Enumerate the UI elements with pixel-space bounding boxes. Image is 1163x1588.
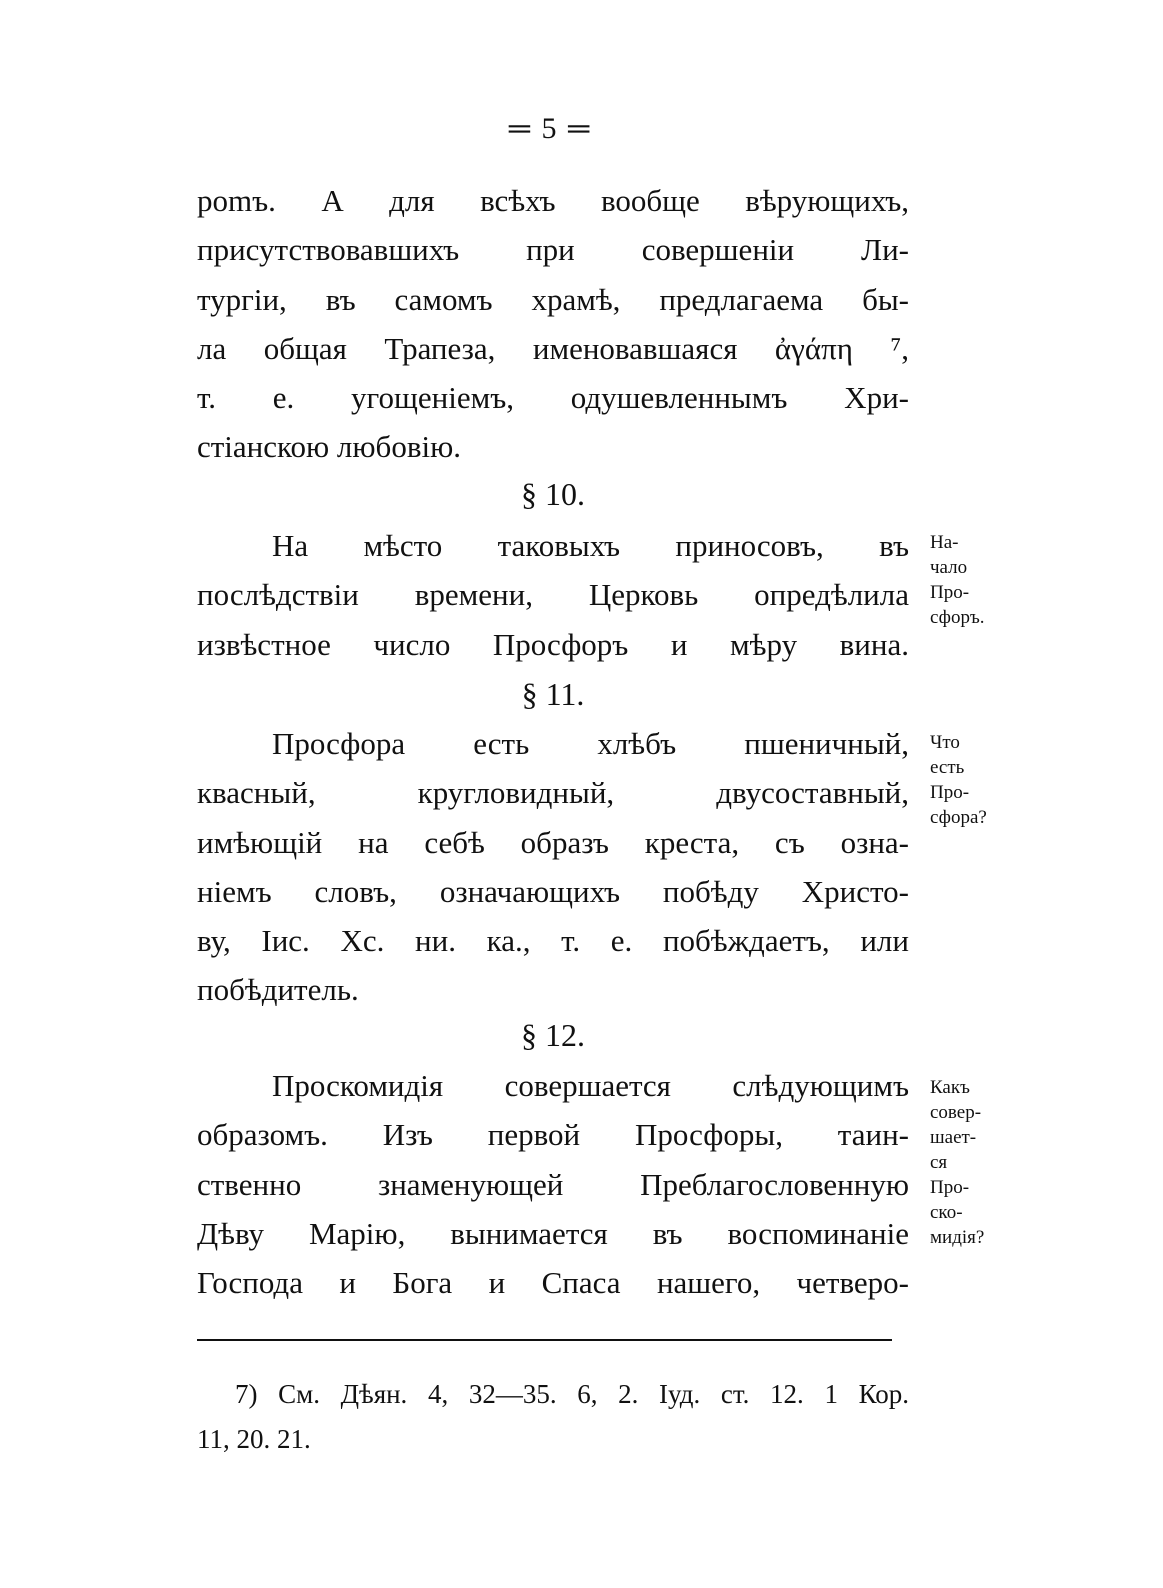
text-line: тургiи, въ самомъ храмѣ, предлагаема бы- bbox=[197, 281, 909, 317]
footnote-line: 11, 20. 21. bbox=[197, 1424, 311, 1454]
margin-note-section-10 bbox=[930, 530, 1010, 630]
text-line: образомъ. Изъ первой Просфоры, таин- bbox=[197, 1117, 909, 1153]
margin-note-line: сфора? bbox=[930, 807, 987, 828]
margin-note-line: На- bbox=[930, 532, 959, 553]
margin-note-line: ся bbox=[930, 1152, 948, 1173]
section-11-heading: § 11. bbox=[521, 676, 585, 712]
section-10-text bbox=[197, 521, 909, 669]
text-line: присутствовавшихъ при совершенiи Ли- bbox=[197, 232, 909, 268]
text-line: ву, Iис. Хс. ни. ка., т. е. побѣждаетъ, или bbox=[197, 923, 909, 959]
paragraph-1 bbox=[197, 176, 909, 472]
text-line: побѣдитель. bbox=[197, 972, 359, 1008]
margin-note-line: Про- bbox=[930, 582, 970, 603]
margin-note-section-12 bbox=[930, 1075, 1010, 1250]
section-10-heading: § 10. bbox=[521, 476, 585, 512]
margin-note-line: мидiя? bbox=[930, 1227, 985, 1248]
text-line: роmъ. А для всѣхъ вообще вѣрующихъ, bbox=[197, 183, 909, 218]
text-line: послѣдствiи времени, Церковь опредѣлила bbox=[197, 577, 909, 613]
section-11-text bbox=[197, 719, 909, 1015]
footnote-line: 7) См. Дѣян. 4, 32—35. 6, 2. Iуд. ст. 12. 1 Кор. bbox=[235, 1379, 909, 1409]
text-line: имѣющiй на себѣ образъ креста, съ озна- bbox=[197, 824, 909, 860]
text-line: стiанскою любовiю. bbox=[197, 429, 461, 465]
margin-note-section-11 bbox=[930, 730, 1010, 830]
text-line: квасный, кругловидный, двусоставный, bbox=[197, 775, 909, 811]
margin-note-line: Про- bbox=[930, 1177, 970, 1198]
margin-note-line: сфоръ. bbox=[930, 607, 985, 628]
margin-note-line: ско- bbox=[930, 1202, 963, 1223]
margin-note-line: чало bbox=[930, 557, 968, 578]
page-number-header: ═ 5 ═ bbox=[508, 112, 592, 145]
margin-note-line: совер- bbox=[930, 1102, 982, 1123]
section-12-heading: § 12. bbox=[521, 1017, 585, 1053]
text-line: извѣстное число Просфоръ и мѣру вина. bbox=[197, 626, 909, 662]
text-line: Дѣву Марiю, вынимается въ воспоминанiе bbox=[197, 1215, 909, 1251]
margin-note-line: Какъ bbox=[930, 1077, 970, 1098]
text-line: ла общая Трапеза, именовавшаяся ἀγάπη ⁷, bbox=[197, 330, 909, 366]
text-line: Проскомидiя совершается слѣдующимъ bbox=[272, 1068, 909, 1103]
text-line: нiемъ словъ, означающихъ побѣду Христо- bbox=[197, 873, 909, 909]
text-line: т. е. угощенiемъ, одушевленнымъ Хри- bbox=[197, 380, 909, 416]
margin-note-line: Что bbox=[930, 732, 960, 753]
margin-note-line: есть bbox=[930, 757, 965, 778]
section-12-text bbox=[197, 1061, 909, 1307]
footnote bbox=[197, 1372, 909, 1462]
text-line: Господа и Бога и Спаса нашего, четверо- bbox=[197, 1265, 909, 1301]
text-line: Просфора есть хлѣбъ пшеничный, bbox=[272, 726, 909, 761]
text-line: На мѣсто таковыхъ приносовъ, въ bbox=[272, 528, 909, 563]
text-line: ственно знаменующей Преблагословенную bbox=[197, 1166, 909, 1202]
margin-note-line: Про- bbox=[930, 782, 970, 803]
margin-note-line: шает- bbox=[930, 1127, 977, 1148]
footnote-divider bbox=[197, 1339, 892, 1341]
